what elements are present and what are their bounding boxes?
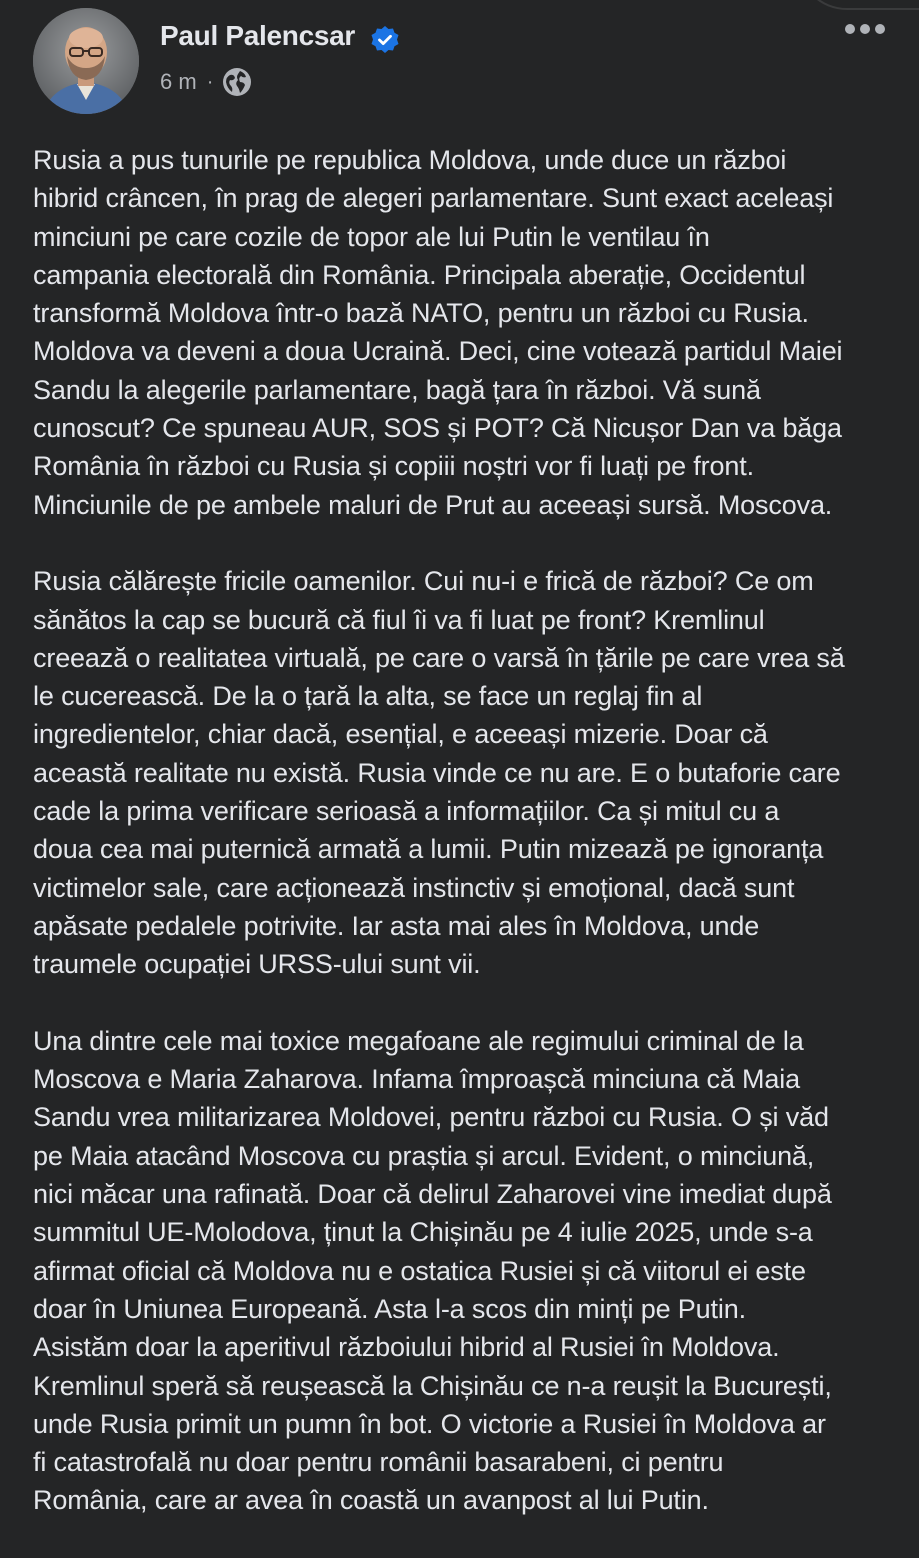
more-options-button[interactable] [835, 14, 895, 44]
ellipsis-icon-dot [845, 24, 855, 34]
post-header [33, 8, 893, 114]
author-name[interactable]: Paul Palencsar [160, 20, 356, 51]
post-paragraph-2: Rusia călărește fricile oamenilor. Cui nu-i e frică de război? Ce om sănătos la cap se bucură că fiul îi va fi luat pe front? Kremlinul creează o realitatea virtuală, pe care o varsă în țările pe care vrea să le cucerească. De la o țară la alta, se face un reglaj fin al ingredientelor, chiar dacă, esențial, e aceeași mizerie. Doar că această realitate nu există. Rusia vinde ce nu are. E o butaforie care cade la prima verificare serioasă a informațiilor. Ca și mitul cu a doua cea mai puternică armată a lumii. Putin mizează pe ignoranța victimelor sale, care acționează instinctiv și emoțional, dacă sunt apăsate pedalele potrivite. Iar asta mai ales în Moldova, unde traumele ocupației URSS-ului sunt vii. [33, 566, 845, 980]
post-body [33, 141, 895, 1558]
ellipsis-icon-dot [860, 24, 870, 34]
author-avatar[interactable] [33, 8, 139, 114]
globe-icon[interactable] [221, 66, 253, 98]
post-timestamp[interactable]: 6 m [160, 69, 197, 94]
post-paragraph-1: Rusia a pus tunurile pe republica Moldova, unde duce un război hibrid crâncen, în prag de alegeri parlamentare. Sunt exact aceleași minciuni pe care cozile de topor ale lui Putin le ventilau în campania electorală din România. Principala aberație, Occidentul transformă Moldova într-o bază NATO, pentru un război cu Rusia. Moldova va deveni a doua Ucraină. Deci, cine votează partidul Maiei Sandu la alegerile parlamentare, bagă țara în război. Vă sună cunoscut? Ce spuneau AUR, SOS și POT? Că Nicușor Dan va băga România în război cu Rusia și copiii noștri vor fi luați pe front. Minciunile de pe ambele maluri de Prut au aceeași sursă. Moscova. [33, 145, 843, 520]
ellipsis-icon-dot [875, 24, 885, 34]
post-meta [160, 66, 253, 98]
verified-badge-icon [369, 24, 401, 56]
meta-separator: · [206, 70, 214, 93]
post-paragraph-3: Una dintre cele mai toxice megafoane ale regimului criminal de la Moscova e Maria Zaharova. Infama împroașcă minciuna că Maia Sandu vrea militarizarea Moldovei, pentru război cu Rusia. O și văd pe Maia atacând Moscova cu praștia și arcul. Evident, o minciună, nici măcar una rafinată. Doar că delirul Zaharovei vine imediat după summitul UE-Molodova, ținut la Chișinău pe 4 iulie 2025, unde s-a afirmat oficial că Moldova nu e ostatica Rusiei și că viitorul ei este doar în Uniunea Europeană. Asta l-a scos din minți pe Putin. Asistăm doar la aperitivul războiului hibrid al Rusiei în Moldova. Kremlinul speră să reușească la Chișinău ce n-a reușit la București, unde Rusia primit un pumn în bot. O victorie a Rusiei în Moldova ar fi catastrofală nu doar pentru românii basarabeni, ci pentru România, care ar avea în coastă un avanpost al lui Putin. [33, 1025, 832, 1516]
